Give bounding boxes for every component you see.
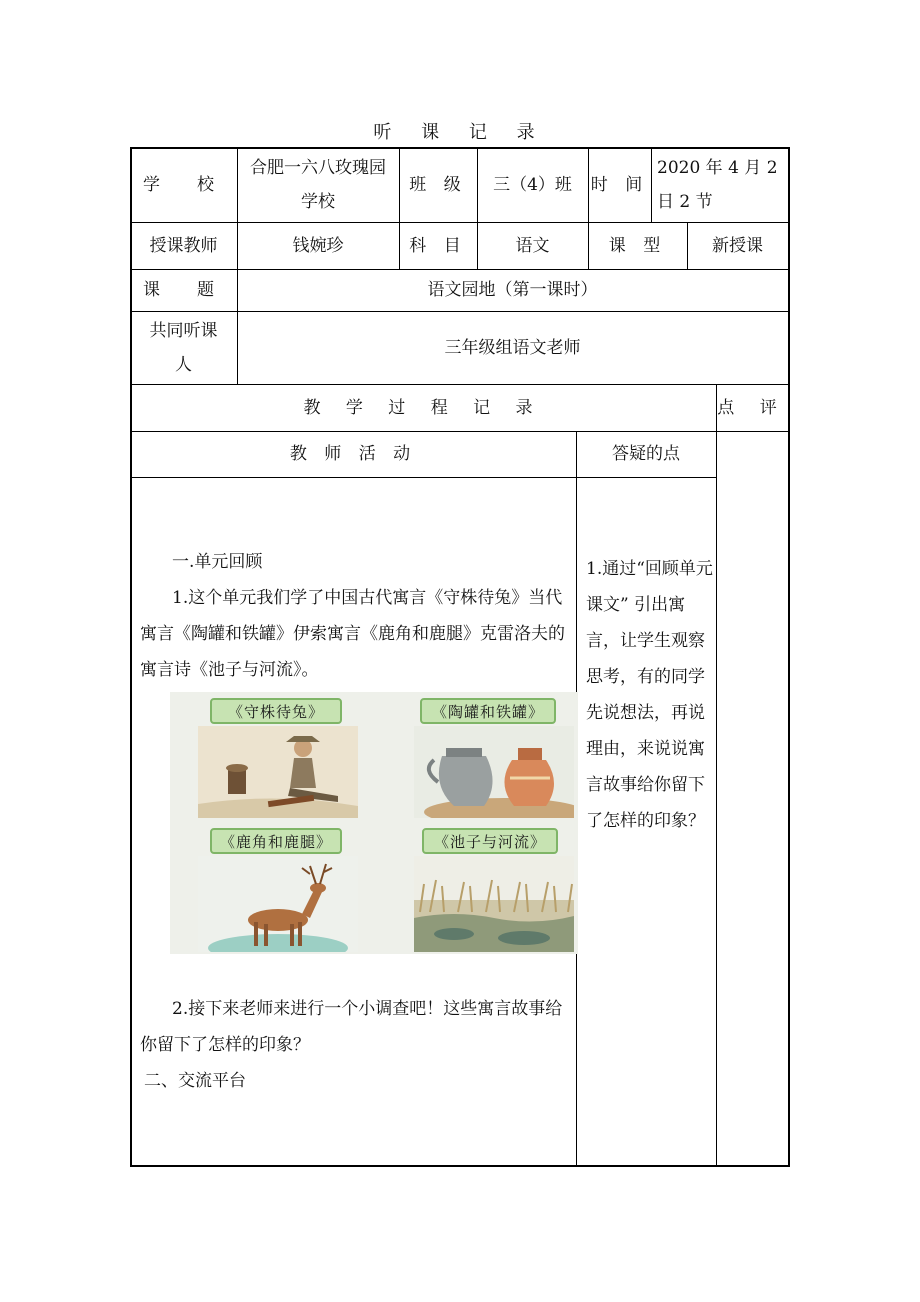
observers-value: 三年级组语文老师 [444,337,581,358]
time-value: 2020 年 4 月 2 日 2 节 [657,157,778,212]
observers-label: 共同听课人 [149,320,218,375]
type-value: 新授课 [712,235,763,256]
qa-note-text: 1.通过“回顾单元课文” 引出寓言，让学生观察思考，有的同学先说想法，再说理由，来说说寓言故事给你留下了怎样的印象？ [586,559,713,831]
school-label: 学 校 [143,174,224,195]
observation-record-table [130,147,790,1167]
type-label: 课 型 [608,235,667,256]
topic-value: 语文园地（第一课时） [427,280,598,300]
fable-illustration-figure [170,692,578,954]
subject-label: 科 目 [409,235,467,256]
fable-label-3: 《鹿角和鹿腿》 [210,828,342,854]
teacher-label: 授课教师 [149,235,218,256]
school-value: 合肥一六八玫瑰园学校 [250,157,386,212]
fable-label-1: 《守株待兔》 [210,698,342,724]
rabbit-stump-picture [198,726,358,818]
subject-value: 语文 [515,235,550,256]
deer-picture [198,856,358,952]
time-label: 时 间 [590,174,649,195]
teacher-activity-heading: 教 师 活 动 [289,444,417,464]
pottery-jar-iron-pot-picture [414,726,574,818]
pond-river-picture [414,856,574,952]
teacher-value: 钱婉珍 [292,235,344,256]
topic-label: 课 题 [143,280,224,300]
section2-title: 二、交流平台 [144,1071,246,1091]
process-heading: 教 学 过 程 记 录 [303,397,543,418]
item2-text: 2.接下来老师来进行一个小调查吧！这些寓言故事给你留下了怎样的印象？ [140,999,563,1055]
item1-text: 1.这个单元我们学了中国古代寓言《守株待兔》当代寓言《陶罐和铁罐》伊索寓言《鹿角和鹿腿》克雷洛夫的寓言诗《池子与河流》。 [140,588,565,680]
fable-label-4: 《池子与河流》 [422,828,558,854]
page-title: 听 课 记 录 [373,122,547,143]
class-label: 班 级 [409,174,467,195]
qa-heading: 答疑的点 [612,444,680,464]
section1-title: 一.单元回顾 [172,552,263,572]
class-value: 三（4）班 [493,174,572,195]
comment-heading: 点 评 [717,397,787,418]
fable-label-2: 《陶罐和铁罐》 [420,698,556,724]
